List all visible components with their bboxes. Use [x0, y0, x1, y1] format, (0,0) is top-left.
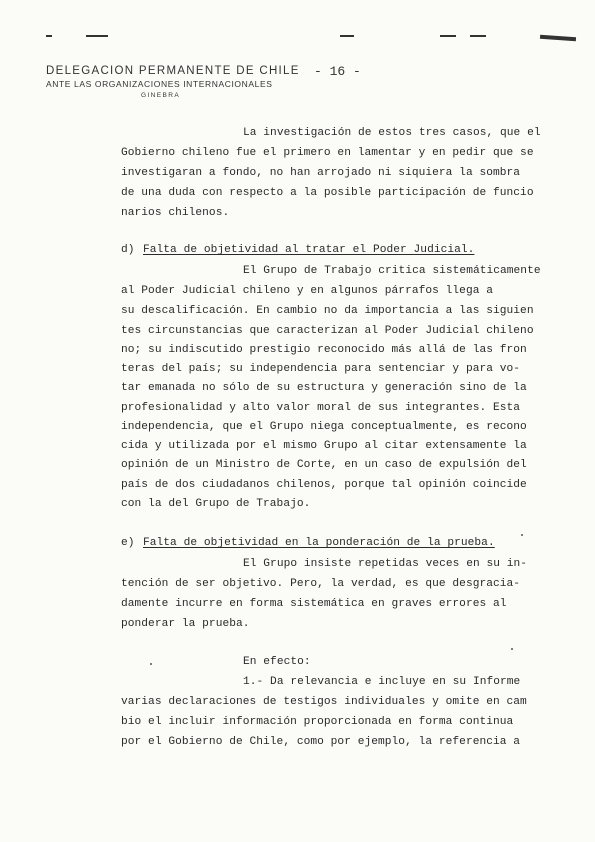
text-line: bio el incluir información proporcionada en forma continua	[121, 716, 514, 728]
section-e-label: e)	[121, 537, 135, 549]
text-line: cida y utilizada por el mismo Grupo al citar extensamente la	[121, 440, 527, 452]
text-line: tención de ser objetivo. Pero, la verdad, es que desgracia-	[121, 578, 521, 590]
scan-mark	[470, 35, 486, 37]
text-line: opinión de un Ministro de Corte, en un caso de expulsión del	[121, 459, 527, 471]
text-line: de una duda con respecto a la posible participación de funcio	[121, 187, 534, 199]
text-line: damente incurre en forma sistemática en graves errores al	[121, 598, 507, 610]
scan-mark	[46, 35, 52, 37]
scan-speck	[521, 534, 523, 536]
section-d-label: d)	[121, 244, 135, 256]
page-number: - 16 -	[314, 64, 361, 79]
scan-mark	[340, 35, 354, 37]
scan-mark	[440, 35, 456, 37]
text-line: investigaran a fondo, no han arrojado ni siquiera la sombra	[121, 167, 521, 179]
text-line: tes circunstancias que caracterizan al Poder Judicial chileno	[121, 325, 534, 337]
text-line: 1.- Da relevancia e incluye en su Informe	[243, 676, 521, 688]
text-line: no; su indiscutido prestigio reconocido más allá de las fron	[121, 344, 527, 356]
text-line: La investigación de estos tres casos, que el	[243, 127, 541, 139]
scan-speck	[150, 663, 152, 665]
letterhead-city: GINEBRA	[141, 92, 181, 99]
text-line: El Grupo insiste repetidas veces en su in-	[243, 558, 528, 570]
letterhead-org-line2: ANTE LAS ORGANIZACIONES INTERNACIONALES	[46, 79, 273, 89]
text-line: país de dos ciudadanos chilenos, porque tal opinión coincide	[121, 479, 527, 491]
text-line: Gobierno chileno fue el primero en lamentar y en pedir que se	[121, 147, 534, 159]
letterhead-org-line1: DELEGACION PERMANENTE DE CHILE	[46, 65, 300, 77]
text-line: teras del país; su independencia para sentenciar y para vo-	[121, 363, 521, 375]
text-line: por el Gobierno de Chile, como por ejemplo, la referencia a	[121, 736, 521, 748]
text-line: tar emanada no sólo de su estructura y generación sino de la	[121, 382, 527, 394]
scan-mark	[86, 35, 108, 37]
scan-speck	[511, 648, 513, 650]
scan-mark	[540, 35, 576, 42]
text-line: El Grupo de Trabajo critica sistemáticamente	[243, 265, 541, 277]
text-line: su descalificación. En cambio no da importancia a las siguien	[121, 305, 534, 317]
text-line: ponderar la prueba.	[121, 618, 250, 630]
text-line: independencia, que el Grupo niega conceptualmente, es recono	[121, 421, 527, 433]
text-line: con la del Grupo de Trabajo.	[121, 498, 311, 510]
text-line: al Poder Judicial chileno y en algunos párrafos llega a	[121, 285, 493, 297]
text-line: profesionalidad y alto valor moral de sus integrantes. Esta	[121, 402, 521, 414]
section-e-heading: Falta de objetividad en la ponderación de la prueba.	[143, 537, 495, 549]
text-line: varias declaraciones de testigos individuales y omite en cam	[121, 696, 527, 708]
text-line: narios chilenos.	[121, 207, 230, 219]
section-d-heading: Falta de objetividad al tratar el Poder Judicial.	[143, 244, 475, 256]
letterhead	[46, 64, 300, 102]
text-line: En efecto:	[243, 656, 311, 668]
